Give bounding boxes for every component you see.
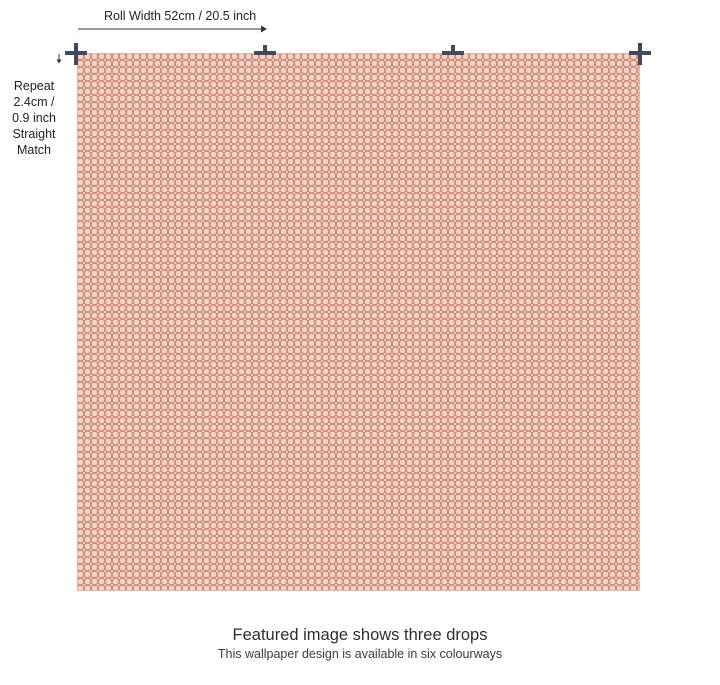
repeat-line: 2.4cm / (13, 95, 55, 109)
drop-marker-icon (442, 43, 464, 65)
drop-marker-icon (629, 43, 651, 65)
featured-caption: Featured image shows three drops (232, 626, 488, 644)
arrow-down-icon (55, 54, 63, 64)
roll-width-label: Roll Width 52cm / 20.5 inch (104, 9, 257, 23)
repeat-line: Match (16, 143, 52, 157)
repeat-label (6, 78, 62, 158)
drop-marker-icon (65, 43, 87, 65)
repeat-line: Repeat (13, 79, 55, 93)
wallpaper-pattern-panel (77, 53, 640, 591)
arrow-right-icon (78, 24, 268, 34)
colourways-caption: This wallpaper design is available in six colourways (217, 647, 503, 661)
drop-marker-icon (254, 43, 276, 65)
repeat-line: 0.9 inch (12, 111, 56, 125)
repeat-line: Straight (12, 127, 56, 141)
